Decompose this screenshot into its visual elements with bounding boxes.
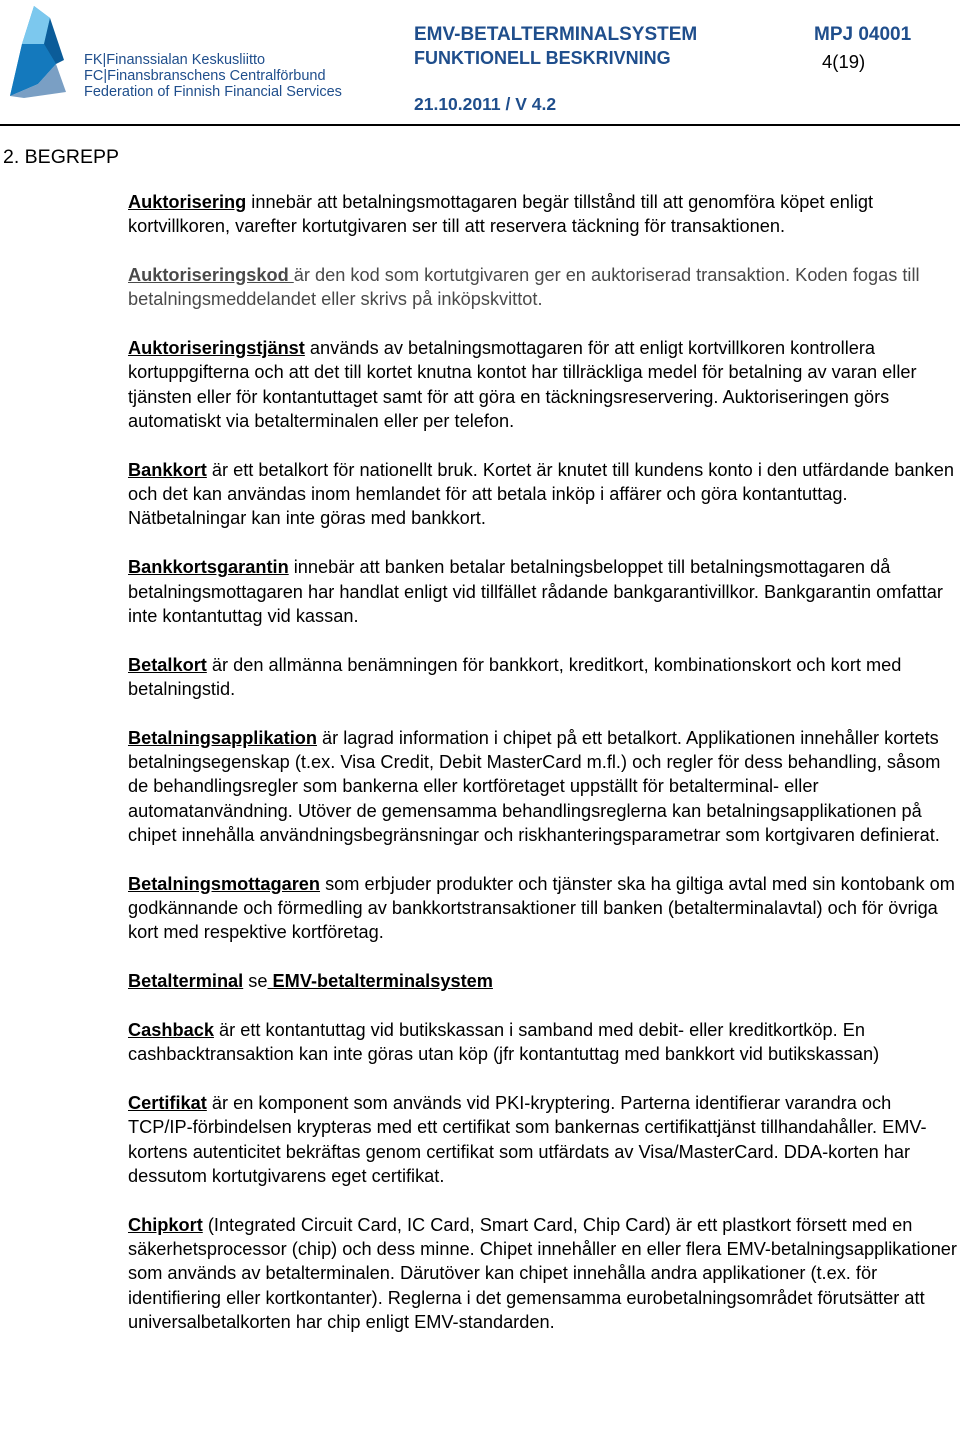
definition-text: används av betalningsmottagaren för att enligt kortvillkoren kontrollera kortuppgifterna och att det till kortet knutna kontot har tillräckliga medel för betalning av varan eller tjänsten eller för kontantuttaget samt för att göra en täckningsreservering. Auktoriseringen görs automatiskt via betalterminalen eller per telefon. <box>128 338 917 432</box>
definition-text: är ett kontantuttag vid butikskassan i samband med debit- eller kreditkortköp. En cashbacktransaktion kan inte göras utan köp (jfr kontantuttag med bankkort vid butikskassan) <box>128 1019 880 1065</box>
definition-entry <box>128 555 958 628</box>
definition-term: Auktoriseringstjänst <box>128 338 305 359</box>
definition-term: Certifikat <box>128 1093 207 1114</box>
definition-text: är en komponent som används vid PKI-kryptering. Parterna identifierar varandra och TCP/IP-förbindelsen krypteras med ett certifikat som bankernas certifikattjänst tillhandahåller. EMV-kortens autenticitet bekräftas genom certifikat som utfärdats av Visa/MasterCard. DDA-korten har dessutom kortutgivarens eget certifikat. <box>128 1093 927 1186</box>
definition-entry <box>128 263 958 312</box>
definition-text: innebär att banken betalar betalningsbeloppet till betalningsmottagaren då betalningsmottagaren har handlat enligt vid tillfället rådande bankgarantivillkor. Bankgarantin omfattar inte kontantuttag vid kassan. <box>128 557 943 626</box>
definition-term: Chipkort <box>128 1214 203 1235</box>
logo-line-2: FC|Finansbranschens Centralförbund <box>84 68 326 84</box>
document-subtitle: FUNKTIONELL BESKRIVNING <box>414 48 671 68</box>
header-divider <box>0 124 960 126</box>
definition-text: är den kod som kortutgivaren ger en auktoriserad transaktion. Koden fogas till betalningsmeddelandet eller skrivs på inköpskvittot. <box>128 265 920 310</box>
definition-term: Betalningsmottagaren <box>128 873 321 894</box>
definition-entry <box>128 190 958 239</box>
definition-entry <box>128 458 958 531</box>
definition-term: Auktorisering <box>128 192 247 212</box>
definition-text: är lagrad information i chipet på ett betalkort. Applikationen innehåller kortets betalningsegenskap (t.ex. Visa Credit, Debit MasterCard m.fl.) och regler för dess behandling, såsom de behandlingsregler som bankerna eller kortföretaget uppställt för betalterminal- eller automatanvändning. Utöver de gemensamma behandlingsreglerna kan betalningsapplikationen på chipet innehålla användningsbegränsningar och riskhanteringsparametrar som kortgivaren definierat. <box>128 727 941 845</box>
logo-line-1: FK|Finanssialan Keskusliitto <box>84 52 266 68</box>
document-id: MPJ 04001 <box>814 24 912 45</box>
definition-entry <box>128 1213 958 1334</box>
definition-text: är den allmänna benämningen för bankkort, kreditkort, kombinationskort och kort med betalningstid. <box>128 654 902 699</box>
definition-term: Betalkort <box>128 654 207 675</box>
definition-entry <box>128 336 958 433</box>
definition-entry <box>128 969 958 993</box>
definition-entry <box>128 726 958 847</box>
definition-text: som erbjuder produkter och tjänster ska ha giltiga avtal med sin kontobank om godkännande och förmedling av bankkortstransaktioner till banken (betalterminalavtal) och för övriga kort med respektive kortföretag. <box>128 873 955 943</box>
definition-entry <box>128 653 958 702</box>
definition-term: Bankkort <box>128 459 207 480</box>
definition-term: Cashback <box>128 1019 214 1040</box>
definition-term: Bankkortsgarantin <box>128 557 289 578</box>
page-number: 4(19) <box>822 51 866 72</box>
definition-text: är ett betalkort för nationellt bruk. Kortet är knutet till kundens konto i den utfärdande banken och det kan användas inom hemlandet för att betala inköp i affärer och göra kontantuttag. Nätbetalningar kan inte göras med bankkort. <box>128 459 954 529</box>
definitions-list <box>128 190 958 1359</box>
definition-term: Betalterminal <box>128 971 244 992</box>
definition-entry <box>128 1091 958 1188</box>
section-heading: 2. BEGREPP <box>3 146 119 168</box>
definition-entry <box>128 1018 958 1067</box>
date-version: 21.10.2011 / V 4.2 <box>414 94 557 114</box>
definition-text: (Integrated Circuit Card, IC Card, Smart Card, Chip Card) är ett plastkort försett med en säkerhetsprocessor (chip) och dess minne. Chipet innehåller en eller flera EMV-betalningsapplikationer som används av betalterminalen. Därutöver kan chipet innehålla andra applikationer (t.ex. för identifiering eller kortkontanter). Reglerna i det gemensamma eurobetalningsområdet förutsätter att universalbetalkorten har chip enligt EMV-standarden. <box>128 1214 957 1332</box>
definition-entry <box>128 872 958 945</box>
definition-term: Betalningsapplikation <box>128 727 317 748</box>
definition-text: innebär att betalningsmottagaren begär tillstånd till att genomföra köpet enligt kortvillkoren, varefter kortutgivaren ser till att reservera täckning för transaktionen. <box>128 192 874 237</box>
definition-text: se <box>243 971 268 992</box>
cross-reference-link[interactable]: EMV-betalterminalsystem <box>267 971 493 992</box>
logo <box>4 4 342 100</box>
document-title: EMV-BETALTERMINALSYSTEM <box>414 24 698 45</box>
logo-mark-icon <box>4 4 84 100</box>
definition-term: Auktoriseringskod <box>128 265 294 286</box>
logo-line-3: Federation of Finnish Financial Services <box>84 84 342 100</box>
